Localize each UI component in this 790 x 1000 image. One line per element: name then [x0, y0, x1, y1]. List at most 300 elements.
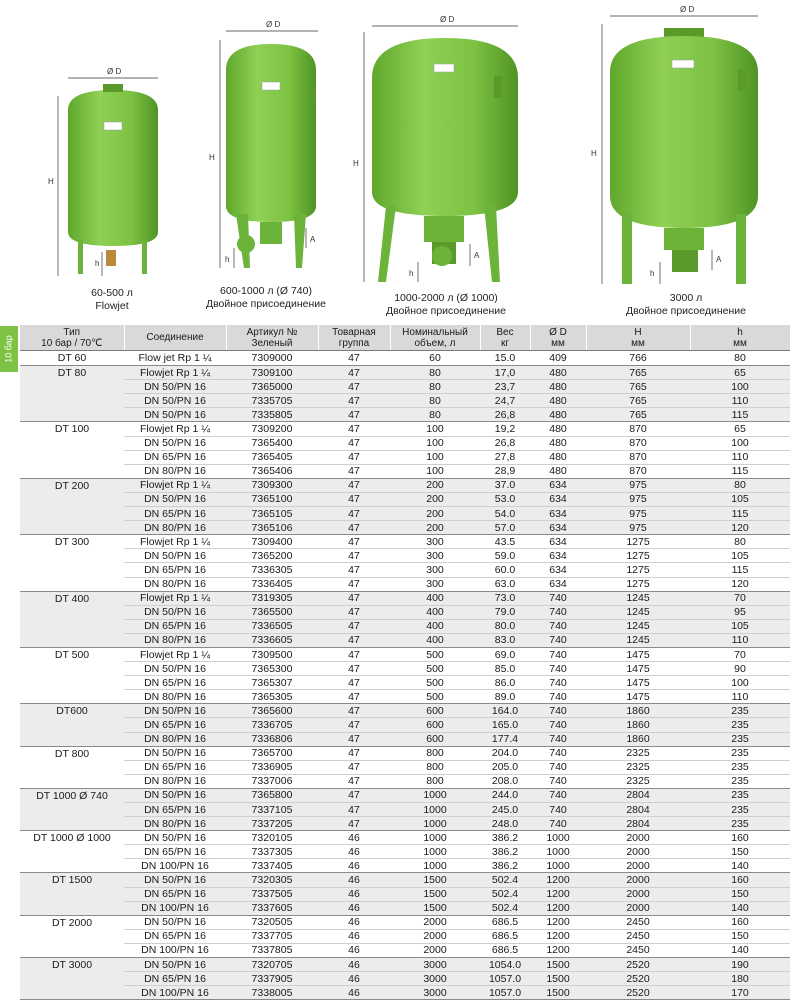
cell-height: 2325 — [586, 774, 690, 788]
cell-group: 47 — [318, 408, 390, 422]
cell-volume: 3000 — [390, 986, 480, 1000]
cell-group: 47 — [318, 422, 390, 436]
cell-article: 7336605 — [226, 633, 318, 647]
cell-height: 2000 — [586, 873, 690, 887]
cell-volume: 300 — [390, 563, 480, 577]
cell-group: 46 — [318, 831, 390, 845]
caption-tank3-line1: 1000-2000 л (Ø 1000) — [394, 292, 498, 304]
cell-height: 975 — [586, 492, 690, 506]
model-group — [20, 831, 790, 873]
cell-group: 46 — [318, 958, 390, 972]
header-volume-line1: Номинальный — [402, 326, 468, 338]
cell-type: DT 200 — [20, 478, 124, 534]
cell-article: 7337006 — [226, 774, 318, 788]
cell-weight: 502.4 — [480, 901, 530, 915]
cell-h-small: 180 — [690, 972, 790, 986]
cell-connection: DN 65/PN 16 — [124, 845, 226, 859]
table-row — [20, 591, 790, 605]
model-group — [20, 422, 790, 478]
cell-connection: DN 50/PN 16 — [124, 788, 226, 802]
tank4-dia-label: Ø D — [680, 5, 695, 14]
cell-connection: DN 50/PN 16 — [124, 662, 226, 676]
cell-article: 7309400 — [226, 535, 318, 549]
caption-tank1-line1: 60-500 л — [91, 287, 133, 299]
model-group — [20, 535, 790, 591]
table-row — [20, 394, 790, 408]
caption-tank4 — [616, 292, 756, 318]
cell-article: 7365700 — [226, 746, 318, 760]
cell-h-small: 115 — [690, 563, 790, 577]
table-row — [20, 958, 790, 972]
cell-article: 7309200 — [226, 422, 318, 436]
cell-weight: 248.0 — [480, 817, 530, 831]
cell-diameter: 480 — [530, 422, 586, 436]
tank2-h-small-label: h — [225, 255, 230, 264]
cell-weight: 53.0 — [480, 492, 530, 506]
caption-tank2-line2: Двойное присоединение — [205, 298, 326, 310]
cell-height: 1275 — [586, 563, 690, 577]
cell-weight: 28,9 — [480, 464, 530, 478]
cell-volume: 3000 — [390, 972, 480, 986]
cell-h-small: 110 — [690, 450, 790, 464]
cell-connection: DN 80/PN 16 — [124, 633, 226, 647]
cell-volume: 1500 — [390, 873, 480, 887]
cell-height: 2000 — [586, 831, 690, 845]
cell-h-small: 140 — [690, 901, 790, 915]
cell-article: 7336806 — [226, 732, 318, 746]
cell-group: 47 — [318, 732, 390, 746]
cell-h-small: 150 — [690, 929, 790, 943]
cell-height: 2325 — [586, 760, 690, 774]
model-group — [20, 788, 790, 830]
cell-weight: 208.0 — [480, 774, 530, 788]
cell-h-small: 70 — [690, 647, 790, 661]
cell-volume: 1000 — [390, 788, 480, 802]
cell-height: 765 — [586, 380, 690, 394]
cell-height: 2000 — [586, 887, 690, 901]
cell-diameter: 634 — [530, 507, 586, 521]
cell-h-small: 160 — [690, 873, 790, 887]
cell-h-small: 235 — [690, 704, 790, 718]
cell-group: 46 — [318, 859, 390, 873]
cell-article: 7320705 — [226, 958, 318, 972]
cell-type: DT 3000 — [20, 958, 124, 1000]
cell-height: 765 — [586, 408, 690, 422]
cell-connection: DN 65/PN 16 — [124, 887, 226, 901]
tank3-a-label: A — [474, 251, 480, 260]
table-row — [20, 662, 790, 676]
cell-h-small: 115 — [690, 408, 790, 422]
cell-weight: 63.0 — [480, 577, 530, 591]
cell-diameter: 740 — [530, 817, 586, 831]
cell-article: 7365200 — [226, 549, 318, 563]
table-row — [20, 845, 790, 859]
cell-diameter: 1500 — [530, 958, 586, 972]
table-row — [20, 718, 790, 732]
cell-h-small: 120 — [690, 521, 790, 535]
cell-diameter: 480 — [530, 464, 586, 478]
cell-group: 47 — [318, 478, 390, 492]
header-article — [226, 325, 318, 351]
table-row — [20, 521, 790, 535]
cell-volume: 1500 — [390, 901, 480, 915]
cell-weight: 24,7 — [480, 394, 530, 408]
table-row — [20, 647, 790, 661]
model-group — [20, 915, 790, 957]
cell-connection: DN 50/PN 16 — [124, 408, 226, 422]
cell-diameter: 1200 — [530, 901, 586, 915]
table-row — [20, 788, 790, 802]
pressure-side-tab-label: 10 бар — [4, 335, 15, 363]
cell-group: 47 — [318, 380, 390, 394]
spec-table-head — [20, 325, 790, 351]
cell-diameter: 634 — [530, 521, 586, 535]
cell-article: 7335805 — [226, 408, 318, 422]
spec-table — [20, 325, 790, 1000]
cell-height: 2804 — [586, 803, 690, 817]
cell-article: 7365305 — [226, 690, 318, 704]
table-row — [20, 366, 790, 380]
cell-weight: 244.0 — [480, 788, 530, 802]
cell-volume: 1000 — [390, 831, 480, 845]
table-row — [20, 774, 790, 788]
tank1-h-small-label: h — [95, 259, 100, 268]
cell-article: 7337505 — [226, 887, 318, 901]
cell-weight: 19,2 — [480, 422, 530, 436]
cell-weight: 37.0 — [480, 478, 530, 492]
cell-diameter: 480 — [530, 380, 586, 394]
cell-article: 7336705 — [226, 718, 318, 732]
tank2-a-label: A — [310, 235, 316, 244]
cell-h-small: 110 — [690, 394, 790, 408]
model-group — [20, 366, 790, 422]
table-row — [20, 943, 790, 957]
table-row — [20, 915, 790, 929]
cell-h-small: 235 — [690, 817, 790, 831]
caption-tank2 — [196, 285, 336, 311]
table-row — [20, 704, 790, 718]
cell-group: 46 — [318, 986, 390, 1000]
cell-volume: 400 — [390, 591, 480, 605]
cell-volume: 80 — [390, 366, 480, 380]
caption-tank4-line2: Двойное присоединение — [625, 305, 746, 317]
tank-1000-2000-drawing — [353, 15, 518, 282]
caption-tank1 — [72, 287, 152, 313]
cell-weight: 386.2 — [480, 845, 530, 859]
pressure-side-tab — [0, 326, 18, 372]
header-weight — [480, 325, 530, 351]
cell-h-small: 100 — [690, 676, 790, 690]
tank3-h-label: H — [353, 159, 359, 168]
cell-group: 47 — [318, 394, 390, 408]
table-row — [20, 859, 790, 873]
cell-h-small: 235 — [690, 718, 790, 732]
cell-connection: DN 65/PN 16 — [124, 450, 226, 464]
table-row — [20, 887, 790, 901]
table-row — [20, 380, 790, 394]
cell-type: DT 80 — [20, 366, 124, 422]
cell-diameter: 480 — [530, 366, 586, 380]
cell-h-small: 115 — [690, 464, 790, 478]
model-group — [20, 478, 790, 534]
cell-connection: Flowjet Rp 1 ¼ — [124, 535, 226, 549]
cell-height: 1245 — [586, 633, 690, 647]
cell-group: 47 — [318, 704, 390, 718]
cell-h-small: 110 — [690, 633, 790, 647]
cell-group: 47 — [318, 366, 390, 380]
cell-diameter: 1500 — [530, 972, 586, 986]
cell-height: 2520 — [586, 986, 690, 1000]
cell-group: 47 — [318, 803, 390, 817]
cell-group: 47 — [318, 563, 390, 577]
cell-weight: 165.0 — [480, 718, 530, 732]
cell-height: 765 — [586, 366, 690, 380]
caption-tank2-line1: 600-1000 л (Ø 740) — [220, 285, 312, 297]
cell-article: 7365400 — [226, 436, 318, 450]
table-row — [20, 563, 790, 577]
header-type-line1: Тип — [63, 326, 81, 338]
cell-h-small: 100 — [690, 380, 790, 394]
cell-volume: 400 — [390, 619, 480, 633]
cell-type: DT 400 — [20, 591, 124, 647]
cell-h-small: 105 — [690, 492, 790, 506]
cell-height: 975 — [586, 507, 690, 521]
cell-h-small: 80 — [690, 351, 790, 366]
cell-type: DT 500 — [20, 647, 124, 703]
cell-connection: DN 80/PN 16 — [124, 774, 226, 788]
cell-volume: 800 — [390, 746, 480, 760]
cell-diameter: 740 — [530, 718, 586, 732]
cell-weight: 1057.0 — [480, 986, 530, 1000]
table-row — [20, 972, 790, 986]
cell-volume: 80 — [390, 394, 480, 408]
cell-diameter: 634 — [530, 563, 586, 577]
tank1-h-label: H — [48, 177, 54, 186]
cell-weight: 83.0 — [480, 633, 530, 647]
cell-connection: DN 50/PN 16 — [124, 831, 226, 845]
tank-600-1000-drawing — [209, 20, 318, 268]
cell-weight: 204.0 — [480, 746, 530, 760]
cell-h-small: 80 — [690, 478, 790, 492]
cell-diameter: 740 — [530, 732, 586, 746]
cell-h-small: 65 — [690, 422, 790, 436]
cell-group: 47 — [318, 718, 390, 732]
cell-volume: 600 — [390, 732, 480, 746]
cell-type: DT 1000 Ø 740 — [20, 788, 124, 830]
table-row — [20, 633, 790, 647]
cell-volume: 2000 — [390, 929, 480, 943]
cell-height: 2000 — [586, 859, 690, 873]
cell-group: 47 — [318, 351, 390, 366]
cell-height: 2804 — [586, 788, 690, 802]
cell-weight: 245.0 — [480, 803, 530, 817]
cell-group: 47 — [318, 676, 390, 690]
cell-group: 47 — [318, 507, 390, 521]
cell-volume: 1000 — [390, 817, 480, 831]
cell-height: 870 — [586, 422, 690, 436]
cell-diameter: 740 — [530, 633, 586, 647]
cell-height: 2520 — [586, 958, 690, 972]
cell-diameter: 1200 — [530, 943, 586, 957]
cell-volume: 100 — [390, 450, 480, 464]
cell-connection: DN 65/PN 16 — [124, 718, 226, 732]
cell-h-small: 150 — [690, 845, 790, 859]
cell-volume: 600 — [390, 704, 480, 718]
cell-volume: 1500 — [390, 887, 480, 901]
cell-h-small: 160 — [690, 915, 790, 929]
model-group — [20, 351, 790, 366]
cell-group: 46 — [318, 873, 390, 887]
tank3-dia-label: Ø D — [440, 15, 455, 24]
cell-volume: 2000 — [390, 943, 480, 957]
cell-volume: 200 — [390, 507, 480, 521]
cell-group: 47 — [318, 774, 390, 788]
cell-article: 7365500 — [226, 605, 318, 619]
cell-weight: 15.0 — [480, 351, 530, 366]
table-row — [20, 732, 790, 746]
table-row — [20, 535, 790, 549]
cell-weight: 59.0 — [480, 549, 530, 563]
cell-weight: 686.5 — [480, 915, 530, 929]
header-article-line1: Артикул № — [246, 326, 298, 338]
cell-group: 47 — [318, 521, 390, 535]
cell-group: 46 — [318, 887, 390, 901]
cell-connection: DN 65/PN 16 — [124, 803, 226, 817]
cell-article: 7365800 — [226, 788, 318, 802]
cell-h-small: 190 — [690, 958, 790, 972]
cell-group: 47 — [318, 788, 390, 802]
cell-connection: DN 50/PN 16 — [124, 746, 226, 760]
cell-weight: 89.0 — [480, 690, 530, 704]
cell-height: 1245 — [586, 619, 690, 633]
cell-volume: 80 — [390, 408, 480, 422]
cell-article: 7309300 — [226, 478, 318, 492]
cell-article: 7337205 — [226, 817, 318, 831]
cell-h-small: 150 — [690, 887, 790, 901]
cell-volume: 1000 — [390, 803, 480, 817]
cell-weight: 57.0 — [480, 521, 530, 535]
cell-h-small: 115 — [690, 507, 790, 521]
cell-connection: DN 50/PN 16 — [124, 492, 226, 506]
cell-article: 7365405 — [226, 450, 318, 464]
cell-h-small: 235 — [690, 788, 790, 802]
cell-volume: 500 — [390, 676, 480, 690]
cell-weight: 43.5 — [480, 535, 530, 549]
cell-diameter: 1200 — [530, 929, 586, 943]
cell-height: 1245 — [586, 605, 690, 619]
tank-3000-drawing — [591, 5, 758, 284]
cell-diameter: 740 — [530, 676, 586, 690]
cell-connection: DN 50/PN 16 — [124, 380, 226, 394]
cell-h-small: 95 — [690, 605, 790, 619]
model-group — [20, 873, 790, 915]
cell-diameter: 740 — [530, 619, 586, 633]
cell-article: 7320305 — [226, 873, 318, 887]
table-row — [20, 676, 790, 690]
header-h-small-line1: h — [737, 326, 743, 338]
header-volume-line2: объем, л — [414, 337, 456, 349]
cell-article: 7337305 — [226, 845, 318, 859]
table-row — [20, 422, 790, 436]
cell-diameter: 740 — [530, 605, 586, 619]
cell-connection: Flowjet Rp 1 ¼ — [124, 591, 226, 605]
cell-h-small: 170 — [690, 986, 790, 1000]
table-row — [20, 986, 790, 1000]
cell-connection: DN 100/PN 16 — [124, 901, 226, 915]
cell-diameter: 740 — [530, 591, 586, 605]
cell-connection: DN 80/PN 16 — [124, 464, 226, 478]
cell-article: 7336405 — [226, 577, 318, 591]
table-row — [20, 492, 790, 506]
cell-height: 870 — [586, 450, 690, 464]
cell-volume: 300 — [390, 535, 480, 549]
header-diameter-line2: мм — [551, 337, 565, 349]
cell-h-small: 90 — [690, 662, 790, 676]
header-group-line1: Товарная — [332, 326, 376, 338]
cell-weight: 1057.0 — [480, 972, 530, 986]
table-row — [20, 549, 790, 563]
cell-height: 1475 — [586, 676, 690, 690]
cell-volume: 300 — [390, 549, 480, 563]
cell-height: 1475 — [586, 690, 690, 704]
header-connection-line1: Соединение — [146, 332, 204, 343]
cell-group: 47 — [318, 450, 390, 464]
cell-article: 7336505 — [226, 619, 318, 633]
cell-diameter: 740 — [530, 662, 586, 676]
cell-height: 2450 — [586, 929, 690, 943]
model-group — [20, 591, 790, 647]
cell-weight: 23,7 — [480, 380, 530, 394]
table-row — [20, 507, 790, 521]
cell-article: 7365406 — [226, 464, 318, 478]
cell-group: 47 — [318, 690, 390, 704]
cell-volume: 300 — [390, 577, 480, 591]
cell-diameter: 634 — [530, 478, 586, 492]
cell-diameter: 634 — [530, 549, 586, 563]
caption-tank3 — [376, 292, 516, 318]
cell-diameter: 480 — [530, 394, 586, 408]
cell-volume: 1000 — [390, 845, 480, 859]
model-group — [20, 704, 790, 746]
header-article-line2: Зеленый — [251, 337, 293, 349]
cell-height: 1860 — [586, 732, 690, 746]
cell-volume: 100 — [390, 422, 480, 436]
cell-weight: 54.0 — [480, 507, 530, 521]
cell-connection: DN 65/PN 16 — [124, 619, 226, 633]
cell-connection: DN 65/PN 16 — [124, 507, 226, 521]
cell-group: 47 — [318, 549, 390, 563]
cell-diameter: 1200 — [530, 873, 586, 887]
cell-diameter: 740 — [530, 647, 586, 661]
table-row — [20, 351, 790, 366]
cell-height: 1860 — [586, 704, 690, 718]
cell-height: 2325 — [586, 746, 690, 760]
cell-volume: 3000 — [390, 958, 480, 972]
cell-volume: 200 — [390, 492, 480, 506]
cell-h-small: 80 — [690, 535, 790, 549]
cell-weight: 177.4 — [480, 732, 530, 746]
cell-diameter: 409 — [530, 351, 586, 366]
cell-article: 7336305 — [226, 563, 318, 577]
cell-article: 7337105 — [226, 803, 318, 817]
cell-weight: 79.0 — [480, 605, 530, 619]
cell-h-small: 160 — [690, 831, 790, 845]
cell-group: 46 — [318, 915, 390, 929]
cell-connection: DN 65/PN 16 — [124, 676, 226, 690]
table-row — [20, 690, 790, 704]
header-volume — [390, 325, 480, 351]
cell-weight: 205.0 — [480, 760, 530, 774]
